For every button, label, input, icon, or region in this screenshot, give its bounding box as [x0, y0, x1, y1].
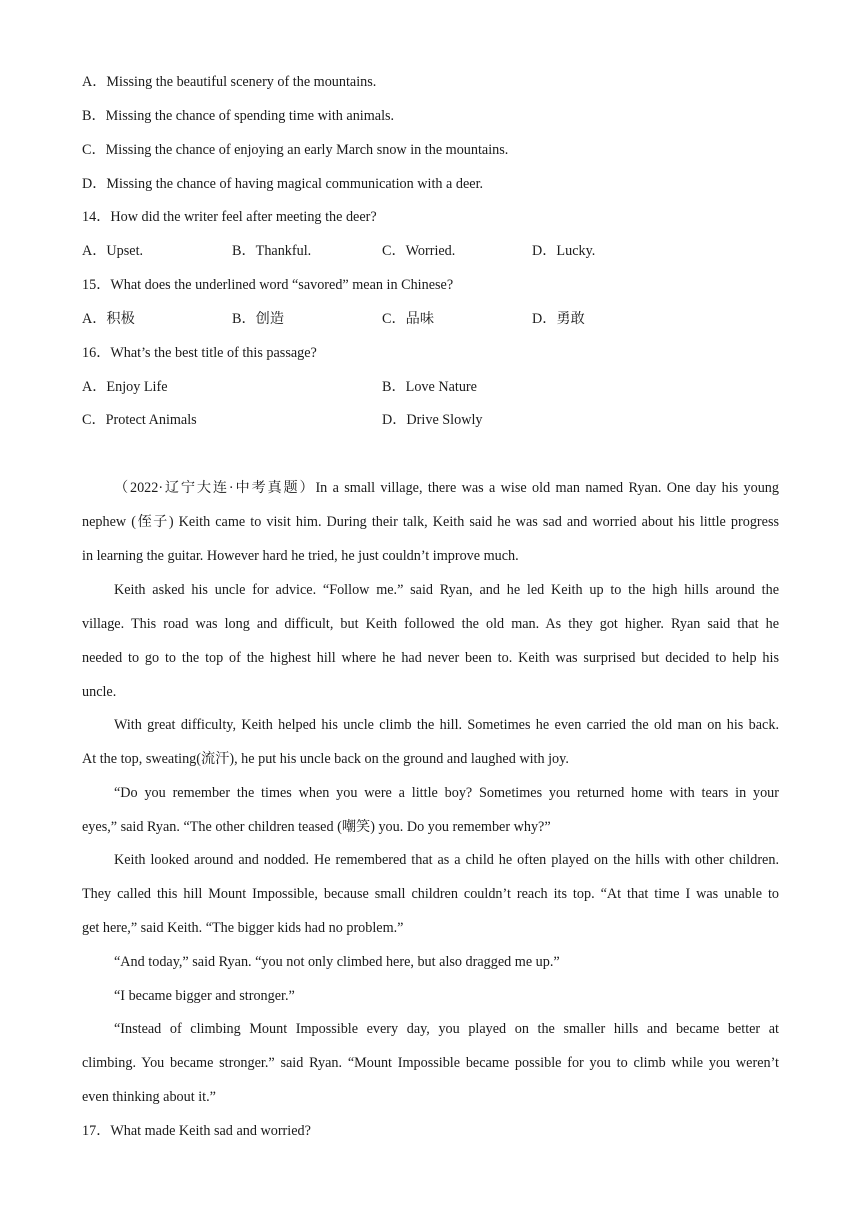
passage-line: nephew (侄子) Keith came to visit him. During their talk, Keith said he was sad and worried about his little progress	[82, 513, 779, 530]
q16-option-a: A．Enjoy Life	[82, 379, 168, 395]
passage-line: With great difficulty, Keith helped his uncle climb the hill. Sometimes he even carried the old man on his back.	[114, 717, 779, 733]
q15-option-c: C．品味	[382, 311, 435, 327]
passage-paragraph-4	[82, 777, 779, 845]
passage-line: “I became bigger and stronger.”	[114, 988, 295, 1004]
q15-option-a: A．积极	[82, 311, 135, 327]
passage-paragraph-7	[82, 980, 779, 1014]
passage-line: Keith asked his uncle for advice. “Follow me.” said Ryan, and he led Keith up to the high hills around the	[114, 582, 779, 598]
q14-option-c: C．Worried.	[382, 243, 456, 259]
passage-paragraph-6	[82, 946, 779, 980]
passage-line: At the top, sweating(流汗), he put his uncle back on the ground and laughed with joy.	[82, 750, 569, 767]
q13-option-c: C．Missing the chance of enjoying an early March snow in the mountains.	[82, 142, 509, 158]
q14-stem: 14．How did the writer feel after meeting the deer?	[82, 209, 377, 225]
q13-option-b: B．Missing the chance of spending time with animals.	[82, 108, 395, 124]
passage-line: needed to go to the top of the highest hill where he had never been to. Keith was surprised but decided to help his	[82, 649, 779, 666]
passage-line: “Do you remember the times when you were a little boy? Sometimes you returned home with tears in your	[114, 785, 779, 801]
passage-line: They called this hill Mount Impossible, because small children couldn’t reach its top. “At that time I was unable to	[82, 885, 779, 902]
passage-line: climbing. You became stronger.” said Ryan. “Mount Impossible became possible for you to climb while you weren’t	[82, 1054, 779, 1071]
q16-stem: 16．What’s the best title of this passage?	[82, 345, 317, 361]
passage-line: in learning the guitar. However hard he tried, he just couldn’t improve much.	[82, 547, 519, 564]
passage-paragraph-3	[82, 709, 779, 777]
q13-option-d: D．Missing the chance of having magical communication with a deer.	[82, 176, 484, 192]
passage-line: village. This road was long and difficult, but Keith followed the old man. As they got higher. Ryan said that he	[82, 615, 779, 632]
passage-line: get here,” said Keith. “The bigger kids had no problem.”	[82, 919, 404, 936]
q15-option-b: B．创造	[232, 311, 285, 327]
q15-option-d: D．勇敢	[532, 311, 585, 327]
passage-line: even thinking about it.”	[82, 1088, 216, 1105]
passage-paragraph-2	[82, 574, 779, 710]
q16-option-d: D．Drive Slowly	[382, 412, 483, 428]
passage-paragraph-5	[82, 844, 779, 946]
passage-line: eyes,” said Ryan. “The other children teased (嘲笑) you. Do you remember why?”	[82, 818, 551, 835]
passage-line: Keith looked around and nodded. He remembered that as a child he often played on the hills with other children.	[114, 852, 779, 868]
passage-line: uncle.	[82, 683, 117, 700]
q16-option-b: B．Love Nature	[382, 379, 477, 395]
q14-option-d: D．Lucky.	[532, 243, 596, 259]
q13-option-a: A．Missing the beautiful scenery of the mountains.	[82, 74, 377, 90]
passage-line: “Instead of climbing Mount Impossible every day, you played on the smaller hills and became better at	[114, 1021, 779, 1037]
passage-paragraph-1	[82, 472, 779, 574]
passage-line: “And today,” said Ryan. “you not only climbed here, but also dragged me up.”	[114, 954, 560, 970]
passage-paragraph-8	[82, 1013, 779, 1115]
passage-line: （2022·辽宁大连·中考真题）In a small village, there was a wise old man named Ryan. One day his young	[114, 480, 779, 496]
q14-option-b: B．Thankful.	[232, 243, 312, 259]
q16-option-c: C．Protect Animals	[82, 412, 197, 428]
q14-option-a: A．Upset.	[82, 243, 144, 259]
q15-stem: 15．What does the underlined word “savored” mean in Chinese?	[82, 277, 454, 293]
q17-stem: 17．What made Keith sad and worried?	[82, 1123, 311, 1139]
